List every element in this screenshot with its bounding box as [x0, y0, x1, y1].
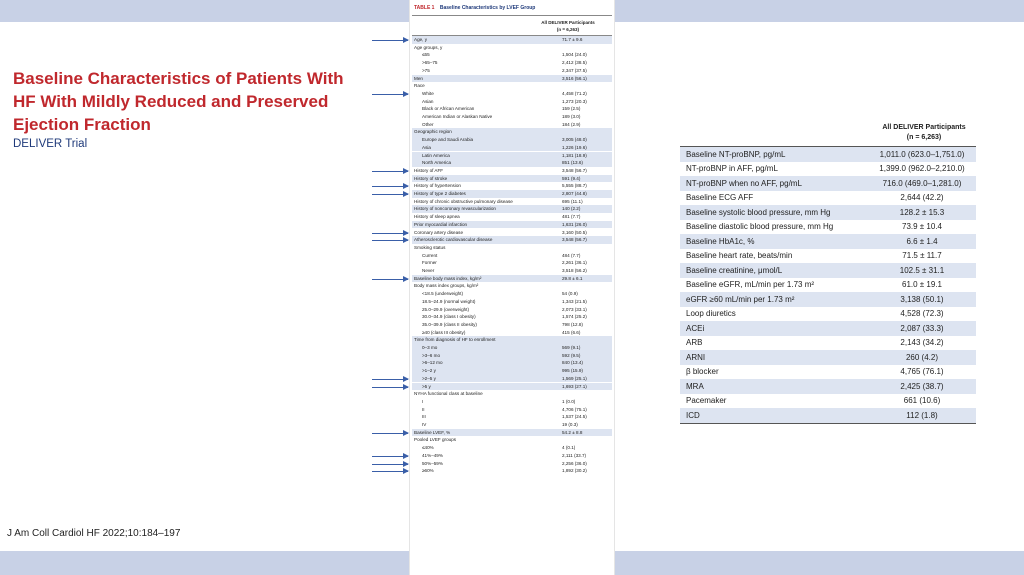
row-label: I	[422, 398, 424, 404]
row-label: 35.0–39.9 (class II obesity)	[422, 321, 477, 327]
row-value: 481 (7.7)	[562, 214, 581, 220]
row-value: 3,005 (48.0)	[562, 137, 587, 143]
citation: J Am Coll Cardiol HF 2022;10:184–197	[7, 528, 181, 539]
row-value: 189 (3.0)	[562, 114, 581, 119]
row-value: 29.8 ± 6.1	[562, 275, 583, 281]
table-row	[412, 244, 612, 252]
row-label: Black or African American	[422, 106, 475, 112]
table-row	[412, 159, 612, 167]
row-label: >65–75	[422, 60, 438, 66]
table-row	[412, 136, 612, 144]
table-row	[412, 144, 612, 152]
row-value: 2,644 (42.2)	[900, 193, 944, 202]
slide-title	[13, 67, 383, 136]
row-value: 1,693 (27.1)	[562, 383, 587, 389]
row-value: 2,256 (36.0)	[562, 460, 587, 466]
row-value: 4,458 (71.2)	[562, 90, 587, 96]
table-row	[412, 152, 612, 160]
row-label: Pooled LVEF groups	[414, 437, 457, 443]
row-value: 54 (0.9)	[562, 291, 578, 297]
table-row	[412, 259, 612, 267]
pointer-arrow-icon	[372, 171, 408, 172]
pointer-arrow-icon	[372, 279, 408, 280]
row-label: North America	[422, 160, 452, 166]
row-value: 2,143 (34.2)	[900, 338, 944, 347]
slide-subtitle: DELIVER Trial	[13, 138, 88, 150]
row-value: 592 (9.5)	[562, 352, 581, 358]
row-value: 695 (11.1)	[562, 198, 583, 204]
row-label: >5 y	[422, 383, 431, 389]
row-value: 4,765 (76.1)	[900, 367, 944, 376]
row-value: 995 (15.9)	[562, 368, 583, 374]
table-row	[412, 121, 612, 129]
row-label: Baseline creatinine, μmol/L	[686, 265, 783, 275]
row-value: 2,087 (33.3)	[900, 323, 944, 333]
row-label: Geographic region	[414, 129, 452, 135]
row-value: 1,343 (21.5)	[562, 298, 587, 304]
row-value: 140 (2.2)	[562, 206, 581, 212]
table-row	[412, 344, 612, 352]
row-value: 2,111 (33.7)	[562, 452, 587, 458]
row-label: <18.5 (underweight)	[422, 291, 463, 297]
row-value: 159 (2.5)	[562, 106, 581, 112]
table-row	[680, 307, 976, 322]
row-label: Europe and Saudi Arabia	[422, 137, 474, 143]
table-row	[412, 282, 612, 290]
slide-title-line: Baseline Characteristics of Patients With	[13, 69, 344, 88]
row-label: Age, y	[414, 37, 428, 42]
slide-title-line: HF With Mildly Reduced and Preserved	[13, 92, 329, 111]
row-value: 591 (9.4)	[562, 175, 581, 181]
row-value: 260 (4.2)	[905, 352, 939, 362]
pointer-arrow-icon	[372, 94, 408, 95]
row-value: 2,261 (36.1)	[562, 260, 587, 266]
slide-title-line: Ejection Fraction	[13, 115, 151, 134]
table-row	[680, 234, 976, 249]
row-value: 112 (1.8)	[906, 410, 938, 420]
column-header-line: All DELIVER Participants	[541, 20, 595, 25]
table-row	[680, 278, 976, 293]
row-label: History of sleep apnea	[414, 214, 460, 220]
row-label: History of hypertension	[414, 183, 461, 189]
row-label: Other	[422, 121, 434, 127]
row-label: Baseline ECG AFF	[686, 193, 754, 202]
pointer-arrow-icon	[372, 194, 408, 195]
row-value: 19 (0.3)	[562, 422, 578, 427]
row-label: ≥40 (class III obesity)	[422, 329, 466, 335]
table-row	[680, 263, 976, 278]
row-label: ACEi	[686, 323, 705, 333]
table-row	[412, 429, 612, 437]
pointer-arrow-icon	[372, 240, 408, 241]
table-row	[412, 82, 612, 90]
row-value: 1,892 (30.2)	[562, 468, 587, 474]
row-label: Asia	[422, 144, 431, 150]
table-row	[412, 105, 612, 113]
table-row	[412, 198, 612, 206]
table-row	[412, 436, 612, 444]
table-row	[412, 44, 612, 52]
row-value: 102.5 ± 31.1	[899, 265, 945, 275]
table-row	[412, 275, 612, 283]
row-label: Smoking status	[414, 244, 446, 250]
row-value: 1,011.0 (623.0–1,751.0)	[879, 149, 965, 159]
table-row	[412, 128, 612, 136]
row-label: ≤40%	[422, 445, 434, 451]
table-row	[412, 336, 612, 344]
row-value: 661 (10.6)	[903, 396, 941, 405]
pointer-arrow-icon	[372, 433, 408, 434]
table-column-header	[538, 19, 598, 33]
row-label: ≤65	[422, 52, 430, 58]
row-value: 1,181 (18.9)	[562, 152, 587, 158]
table-row	[680, 408, 976, 423]
row-label: III	[422, 414, 426, 420]
row-label: White	[422, 90, 434, 96]
row-label: Former	[422, 260, 437, 266]
table-row	[412, 352, 612, 360]
row-label: NT-proBNP when no AFF, pg/mL	[686, 178, 802, 188]
row-value: 2,412 (38.5)	[562, 60, 587, 66]
row-label: Loop diuretics	[686, 309, 736, 318]
pointer-arrow-icon	[372, 233, 408, 234]
row-value: 2,073 (33.1)	[562, 306, 587, 312]
table-caption	[414, 5, 535, 11]
row-label: History of chronic obstructive pulmonary disease	[414, 198, 513, 204]
row-label: History of type 2 diabetes	[414, 191, 466, 196]
row-label: Prior myocardial infarction	[414, 221, 468, 227]
pointer-arrow-icon	[372, 387, 408, 388]
row-label: ≥60%	[422, 468, 434, 474]
table-row	[680, 162, 976, 177]
pointer-arrow-icon	[372, 379, 408, 380]
row-label: ICD	[686, 410, 700, 420]
row-label: 30.0–34.9 (class I obesity)	[422, 314, 476, 320]
row-value: 5,555 (88.7)	[562, 183, 587, 189]
row-value: 71.5 ± 11.7	[902, 251, 942, 260]
row-value: 4,706 (75.1)	[562, 406, 587, 412]
row-label: IV	[422, 422, 427, 427]
row-label: Baseline body mass index, kg/m²	[414, 275, 482, 281]
table-rule	[680, 423, 976, 424]
table-row	[412, 367, 612, 375]
row-value: 184 (2.9)	[562, 121, 581, 127]
row-label: Latin America	[422, 152, 450, 158]
table-row	[412, 75, 612, 83]
row-label: >2–5 y	[422, 375, 436, 381]
row-value: 3,548 (56.7)	[562, 167, 587, 173]
row-value: 1,399.0 (962.0–2,210.0)	[879, 164, 965, 173]
row-label: Baseline eGFR, mL/min per 1.73 m²	[686, 280, 815, 289]
row-value: 798 (12.8)	[562, 321, 583, 327]
row-value: 128.2 ± 15.3	[899, 207, 945, 217]
table-row	[412, 182, 612, 190]
table-row	[412, 236, 612, 244]
table-row	[412, 205, 612, 213]
row-label: II	[422, 406, 425, 412]
row-label: Body mass index groups, kg/m²	[414, 283, 479, 289]
table-row	[680, 350, 976, 365]
row-label: Baseline LVEF, %	[414, 429, 451, 435]
table-row	[412, 229, 612, 237]
pointer-arrow-icon	[372, 40, 408, 41]
row-label: β blocker	[686, 367, 719, 376]
table-label: TABLE 1	[414, 5, 435, 11]
table-row	[412, 252, 612, 260]
row-value: 484 (7.7)	[562, 252, 581, 258]
table-row	[412, 113, 612, 121]
row-value: 6.6 ± 1.4	[906, 236, 938, 246]
row-label: History of noncoronary revascularization	[414, 206, 496, 212]
row-label: >1–2 y	[422, 368, 436, 374]
table-row	[680, 379, 976, 394]
row-label: Age groups, y	[414, 44, 443, 50]
baseline-characteristics-table	[410, 0, 614, 575]
row-label: Coronary artery disease	[414, 229, 464, 235]
table-row	[412, 298, 612, 306]
table-title: Baseline Characteristics by LVEF Group	[439, 5, 536, 11]
table-row	[412, 313, 612, 321]
row-value: 2,347 (37.5)	[562, 67, 587, 73]
row-label: Pacemaker	[686, 396, 727, 405]
row-label: ARB	[686, 338, 703, 347]
row-label: 18.5–24.9 (normal weight)	[422, 298, 476, 304]
row-label: Baseline systolic blood pressure, mm Hg	[686, 207, 831, 217]
table-row	[412, 452, 612, 460]
pointer-arrow-icon	[372, 464, 408, 465]
table-row	[680, 205, 976, 220]
row-label: NT-proBNP in AFF, pg/mL	[686, 164, 778, 173]
row-value: 1,504 (24.0)	[562, 52, 587, 58]
table-row	[680, 365, 976, 380]
table-row	[680, 220, 976, 235]
row-label: >6–12 mo	[422, 360, 443, 366]
row-label: Baseline NT-proBNP, pg/mL	[686, 149, 786, 159]
table-row	[680, 321, 976, 336]
row-label: Race	[414, 83, 425, 89]
row-value: 851 (13.6)	[562, 160, 583, 166]
table-column-header	[876, 123, 972, 143]
table-row	[412, 329, 612, 337]
row-value: 73.9 ± 10.4	[902, 222, 942, 231]
table-row	[412, 467, 612, 475]
row-value: 4 (0.1)	[562, 445, 576, 451]
row-label: Baseline diastolic blood pressure, mm Hg	[686, 222, 834, 231]
row-label: 0–3 mo	[422, 345, 438, 350]
row-label: Never	[422, 268, 435, 273]
row-value: 2,425 (38.7)	[900, 381, 944, 391]
table-row	[412, 413, 612, 421]
row-label: Atherosclerotic cardiovascular disease	[414, 237, 493, 243]
row-value: 3,518 (56.2)	[562, 268, 587, 273]
table-row	[412, 406, 612, 414]
row-label: 25.0–29.9 (overweight)	[422, 306, 469, 312]
row-label: Baseline HbA1c, %	[686, 236, 755, 246]
table-row	[412, 383, 612, 391]
row-value: 3,138 (50.1)	[900, 294, 944, 304]
row-label: eGFR ≥60 mL/min per 1.73 m²	[686, 294, 795, 304]
row-label: >75	[422, 67, 430, 73]
table-row	[680, 191, 976, 206]
table-row	[412, 421, 612, 429]
column-header-line: All DELIVER Participants	[882, 124, 966, 131]
row-value: 569 (9.1)	[562, 345, 581, 350]
row-value: 716.0 (469.0–1,281.0)	[882, 178, 962, 188]
table-row	[412, 444, 612, 452]
row-label: ARNI	[686, 352, 706, 362]
table-row	[412, 36, 612, 44]
row-value: 1,569 (25.1)	[562, 375, 587, 381]
table-row	[412, 67, 612, 75]
table-row	[680, 292, 976, 307]
row-label: History of AFF	[414, 167, 444, 173]
row-value: 840 (13.4)	[562, 360, 583, 366]
row-label: History of stroke	[414, 175, 448, 181]
row-value: 3,548 (56.7)	[562, 237, 587, 243]
table-row	[412, 59, 612, 67]
table-row	[412, 190, 612, 198]
table-row	[412, 90, 612, 98]
row-label: Baseline heart rate, beats/min	[686, 251, 793, 260]
row-label: 41%–49%	[422, 452, 443, 458]
table-row	[412, 290, 612, 298]
row-label: >3–6 mo	[422, 352, 441, 358]
row-value: 1,631 (26.0)	[562, 221, 587, 227]
table-row	[680, 147, 976, 162]
table-row	[680, 336, 976, 351]
table-row	[412, 375, 612, 383]
row-label: MRA	[686, 381, 704, 391]
row-label: Time from diagnosis of HF to enrollment	[414, 337, 496, 343]
table-row	[412, 390, 612, 398]
table-row	[412, 175, 612, 183]
table-row	[680, 394, 976, 409]
table-row	[412, 306, 612, 314]
row-value: 1,273 (20.3)	[562, 98, 587, 104]
row-value: 415 (6.6)	[562, 329, 581, 335]
table-row	[412, 221, 612, 229]
table-row	[680, 176, 976, 191]
table-row	[680, 249, 976, 264]
row-value: 1,574 (25.2)	[562, 314, 587, 320]
table-row	[412, 321, 612, 329]
table-row	[412, 213, 612, 221]
column-header-line: (n = 6,263)	[906, 134, 942, 141]
pointer-arrow-icon	[372, 456, 408, 457]
row-value: 2,807 (44.8)	[562, 191, 587, 196]
table-row	[412, 98, 612, 106]
row-label: Men	[414, 75, 423, 81]
pointer-arrow-icon	[372, 186, 408, 187]
row-value: 1,537 (24.5)	[562, 414, 587, 420]
table-row	[412, 359, 612, 367]
row-value: 71.7 ± 9.6	[562, 37, 583, 42]
row-value: 61.0 ± 19.1	[902, 280, 942, 289]
table-rule	[412, 15, 612, 16]
row-value: 4,528 (72.3)	[900, 309, 944, 318]
row-label: Current	[422, 252, 438, 258]
column-header-line: (n = 6,263)	[556, 27, 580, 32]
table-row	[412, 460, 612, 468]
row-label: 50%–59%	[422, 460, 443, 466]
row-label: American Indian or Alaskan Native	[422, 114, 493, 119]
row-label: NYHA functional class at baseline	[414, 391, 483, 397]
table-row	[412, 398, 612, 406]
pointer-arrow-icon	[372, 471, 408, 472]
row-value: 1,226 (19.6)	[562, 144, 587, 150]
row-label: Asian	[422, 98, 434, 104]
row-value: 54.2 ± 8.8	[562, 429, 583, 435]
table-row	[412, 51, 612, 59]
row-value: 1 (0.0)	[562, 398, 576, 404]
row-value: 3,160 (50.5)	[562, 229, 587, 235]
table-row	[412, 267, 612, 275]
row-value: 3,516 (56.1)	[562, 75, 587, 81]
table-row	[412, 167, 612, 175]
